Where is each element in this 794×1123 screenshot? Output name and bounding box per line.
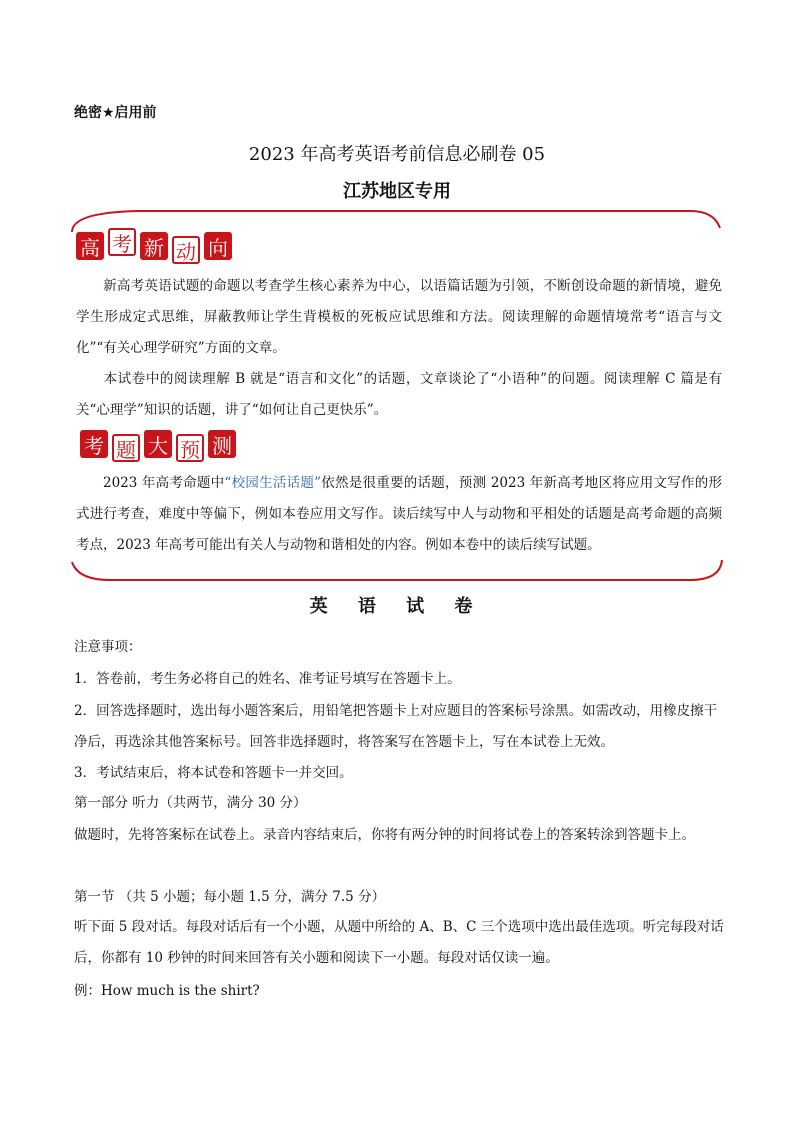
badge-char: 大 xyxy=(144,430,172,458)
secret-label: 绝密★启用前 xyxy=(74,105,157,121)
badge-char: 预 xyxy=(176,434,204,462)
document-subtitle: 江苏地区专用 xyxy=(343,181,451,202)
badge-char: 考 xyxy=(80,430,108,458)
example-question: 例：How much is the shirt? xyxy=(74,983,260,999)
badge-char: 向 xyxy=(204,232,232,260)
notice-item-3: 3．考试结束后，将本试卷和答题卡一并交回。 xyxy=(74,765,353,781)
section1-heading: 第一节 （共 5 小题；每小题 1.5 分，满分 7.5 分） xyxy=(74,889,386,905)
badge-char: 考 xyxy=(108,228,136,256)
new-trends-paragraph-1: 新高考英语试题的命题以考查学生核心素养为中心，以语篇话题为引领，不断创设命题的新情境，避免学生形成定式思维，屏蔽教师让学生背模板的死板应试思维和方法。阅读理解的命题情境常考“语言与文化”“有关心理学研究”方面的文章。 xyxy=(76,278,722,356)
new-trends-paragraph-2: 本试卷中的阅读理解 B 就是“语言和文化”的话题，文章谈论了“小语种”的问题。阅读理解 C 篇是有关“心理学”知识的话题，讲了“如何让自己更快乐”。 xyxy=(76,371,722,418)
part1-heading: 第一部分 听力（共两节，满分 30 分） xyxy=(74,795,307,811)
badge-char: 测 xyxy=(208,430,236,458)
badge-char: 高 xyxy=(76,232,104,260)
part1-instruction: 做题时，先将答案标在试卷上。录音内容结束后，你将有两分钟的时间将试卷上的答案转涂到答题卡上。 xyxy=(74,827,695,843)
highlighted-topic: “校园生活话题” xyxy=(224,475,321,491)
exam-title: 英 语 试 卷 xyxy=(309,596,485,617)
badge-char: 新 xyxy=(140,232,168,260)
notice-heading: 注意事项： xyxy=(74,639,142,655)
prediction-badge xyxy=(80,430,236,462)
badge-char: 动 xyxy=(172,236,200,264)
badge-char: 题 xyxy=(112,434,140,462)
notice-item-1: 1．答卷前，考生务必将自己的姓名、准考证号填写在答题卡上。 xyxy=(74,671,461,687)
new-trends-badge xyxy=(76,231,232,264)
notice-item-2: 2．回答选择题时，选出每小题答案后，用铅笔把答题卡上对应题目的答案标号涂黑。如需改动，用橡皮擦干净后，再选涂其他答案标号。回答非选择题时，将答案写在答题卡上，写在本试卷上无效。 xyxy=(74,703,718,750)
prediction-paragraph: 2023 年高考命题中“校园生活话题”依然是很重要的话题，预测 2023 年新高考地区将应用文写作的形式进行考查，难度中等偏下，例如本卷应用文写作。读后续写中人与动物和平相处的话题是高考命题的高频考点，2023 年高考可能出有关人与动物和谐相处的内容。例如本卷中的读后续写试题。 xyxy=(76,475,722,553)
section1-instruction: 听下面 5 段对话。每段对话后有一个小题，从题中所给的 A、B、C 三个选项中选出最佳选项。听完每段对话后，你都有 10 秒钟的时间来回答有关小题和阅读下一小题。每段对话仅读一遍。 xyxy=(74,919,724,966)
document-title: 2023 年高考英语考前信息必刷卷 05 xyxy=(248,144,546,165)
